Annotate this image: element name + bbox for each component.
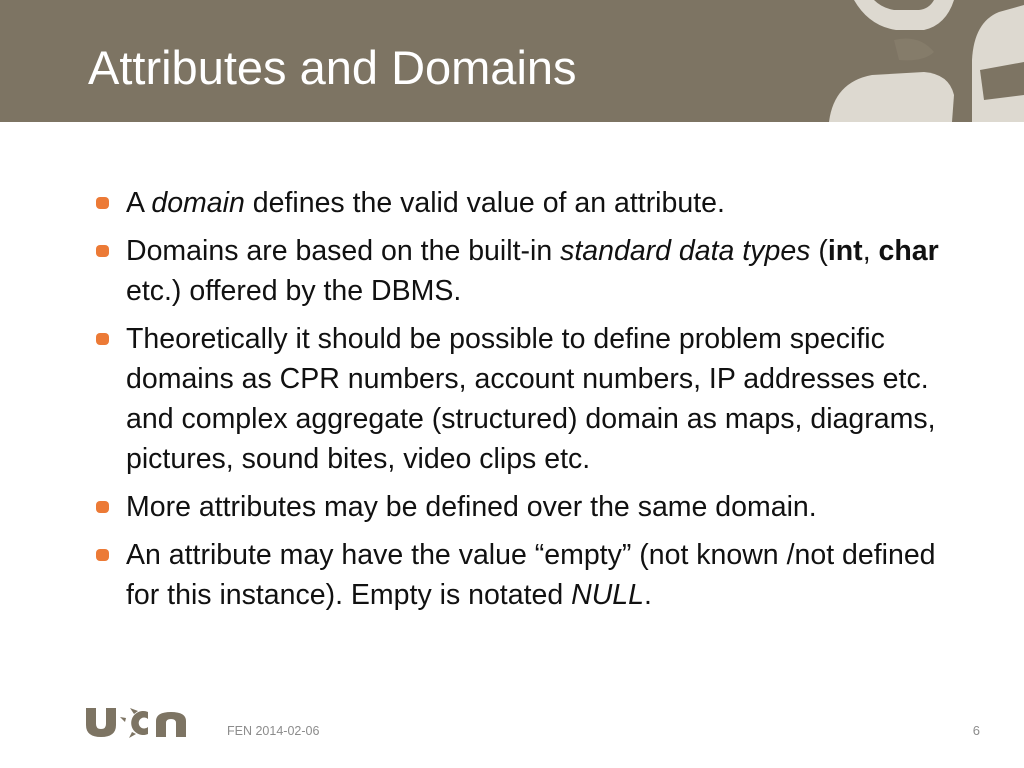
bullet-text-run: ( bbox=[810, 235, 828, 267]
footer-date: FEN 2014-02-06 bbox=[227, 724, 320, 738]
bullet-item bbox=[95, 231, 975, 311]
bullet-text-run: int bbox=[827, 235, 863, 267]
bullet-text-run: domain bbox=[151, 187, 245, 219]
bullet-text-run: NULL bbox=[571, 579, 644, 611]
bullet-text-run: , bbox=[862, 235, 879, 267]
bullet-marker-icon bbox=[96, 549, 109, 561]
bullet-text-run: . bbox=[644, 579, 652, 611]
bullet-item bbox=[95, 487, 975, 527]
bullet-marker-icon bbox=[96, 333, 109, 345]
bullet-text-run: defines the valid value of an attribute. bbox=[244, 187, 725, 219]
slide-title: Attributes and Domains bbox=[88, 41, 577, 94]
bullet-text-run: Theoretically it should be possible to define problem specific domains as CPR numbers, account numbers, IP addresses etc. and complex aggregate (structured) domain as maps, diagrams, pictures, sound bites, video clips etc. bbox=[126, 323, 936, 475]
bullet-text-run: An attribute may have the value “empty” (not known /not defined for this instance). Empty is notated bbox=[126, 539, 936, 611]
bullet-text-run: etc.) offered by the DBMS. bbox=[126, 275, 462, 307]
title-bar bbox=[0, 0, 1024, 122]
bullet-list bbox=[95, 183, 975, 623]
bullet-text-run: Domains are based on the built-in bbox=[126, 235, 561, 267]
bullet-text-run: char bbox=[878, 235, 939, 267]
bullet-item bbox=[95, 535, 975, 615]
page-number: 6 bbox=[972, 723, 980, 738]
bullet-text-run: standard data types bbox=[560, 235, 811, 267]
bullet-text-run: A bbox=[126, 187, 152, 219]
header-decoration-graphic bbox=[824, 0, 1024, 122]
bullet-text-run: More attributes may be defined over the same domain. bbox=[126, 491, 817, 523]
ucn-logo bbox=[86, 708, 190, 738]
bullet-item bbox=[95, 319, 975, 479]
bullet-item bbox=[95, 183, 975, 223]
bullet-marker-icon bbox=[96, 501, 109, 513]
bullet-marker-icon bbox=[96, 197, 109, 209]
bullet-marker-icon bbox=[96, 245, 109, 257]
